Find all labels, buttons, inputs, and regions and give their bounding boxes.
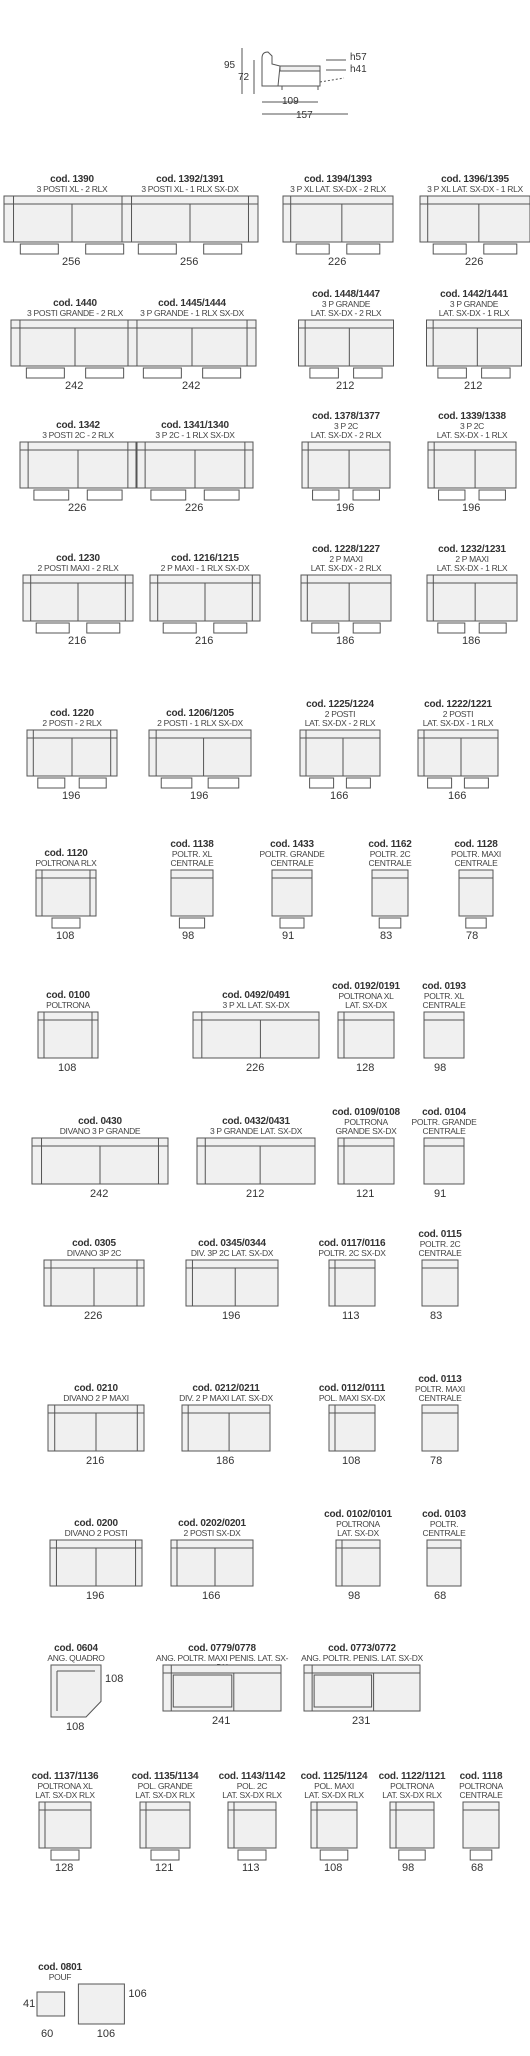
product-item — [12, 708, 132, 806]
product-description: 3 POSTI 2C - 2 RLX — [42, 430, 114, 440]
product-width: 212 — [246, 1188, 265, 1200]
product-description: POL. MAXI LAT. SX-DX RLX — [304, 1781, 364, 1800]
product-item — [127, 420, 263, 518]
product-code: cod. 0773/0772 — [328, 1643, 396, 1654]
product-width: 216 — [195, 635, 214, 647]
product-item — [384, 1107, 504, 1214]
product-item — [22, 1116, 178, 1214]
product-description: 3 POSTI XL - 1 RLX SX-DX — [141, 184, 239, 194]
product-code: cod. 0117/0116 — [318, 1238, 386, 1249]
product-code: cod. 1342 — [56, 420, 100, 431]
product-width: 226 — [68, 502, 87, 514]
product-width: 108 — [324, 1862, 343, 1874]
product-width: 242 — [65, 380, 84, 392]
product-description: POL. GRANDE LAT. SX-DX RLX — [135, 1781, 195, 1800]
product-item — [286, 544, 406, 651]
product-width: 113 — [242, 1862, 260, 1874]
product-description: DIVANO 2 P MAXI — [63, 1393, 129, 1403]
product-width: 68 — [471, 1862, 484, 1874]
product-item — [36, 1518, 156, 1616]
product-item — [139, 708, 261, 806]
product-item — [380, 1374, 500, 1481]
product-width: 128 — [356, 1062, 375, 1074]
product-code: cod. 1206/1205 — [166, 708, 234, 719]
product-code: cod. 1433 — [270, 839, 314, 850]
product-item — [112, 174, 268, 272]
product-width: 78 — [430, 1455, 443, 1467]
product-item — [286, 289, 406, 396]
product-description: 2 P MAXI LAT. SX-DX - 2 RLX — [310, 554, 382, 573]
product-width: 241 — [212, 1715, 231, 1727]
product-item — [410, 174, 530, 272]
product-description: POLTRONA GRANDE SX-DX — [335, 1117, 397, 1136]
product-width: 98 — [434, 1062, 447, 1074]
product-description: 2 P MAXI LAT. SX-DX - 1 RLX — [436, 554, 508, 573]
product-width: 196 — [222, 1310, 241, 1322]
product-item — [10, 420, 146, 518]
product-width: 216 — [86, 1455, 105, 1467]
product-width: 242 — [182, 380, 201, 392]
product-item — [8, 990, 128, 1088]
product-description: 2 POSTI - 2 RLX — [42, 718, 102, 728]
product-width: 196 — [336, 502, 355, 514]
product-code: cod. 1120 — [44, 848, 88, 859]
product-description: 3 P XL LAT. SX-DX - 2 RLX — [290, 184, 386, 194]
product-width: 108 — [66, 1721, 85, 1733]
product-item — [416, 839, 530, 946]
product-description: DIV. 3P 2C LAT. SX-DX — [190, 1248, 274, 1258]
product-width: 226 — [84, 1310, 103, 1322]
product-description: 2 POSTI LAT. SX-DX - 1 RLX — [422, 709, 494, 728]
product-code: cod. 1128 — [454, 839, 498, 850]
product-description: 2 P MAXI - 1 RLX SX-DX — [160, 563, 250, 573]
product-code: cod. 0604 — [54, 1643, 98, 1654]
product-description: POLTRONA XL LAT. SX-DX RLX — [35, 1781, 95, 1800]
product-width: 128 — [55, 1862, 74, 1874]
product-description: DIVANO 3 P GRANDE — [59, 1126, 141, 1136]
product-code: cod. 1216/1215 — [171, 553, 239, 564]
product-width: 83 — [430, 1310, 443, 1322]
product-code: cod. 1143/1142 — [218, 1771, 286, 1782]
product-plan-drawing — [0, 1962, 120, 2054]
product-width: 121 — [356, 1188, 375, 1200]
product-code: cod. 1220 — [50, 708, 94, 719]
product-width: 226 — [246, 1062, 265, 1074]
product-code: cod. 1448/1447 — [312, 289, 380, 300]
product-width: 186 — [336, 635, 355, 647]
product-item — [0, 1962, 147, 2054]
product-item — [153, 1643, 291, 1741]
product-width: 113 — [342, 1310, 360, 1322]
product-code: cod. 0100 — [46, 990, 90, 1001]
product-description: ANG. QUADRO — [47, 1653, 105, 1663]
product-code: cod. 1135/1134 — [131, 1771, 199, 1782]
product-width: 166 — [448, 790, 467, 802]
product-description: 3 P GRANDE LAT. SX-DX - 1 RLX — [438, 299, 510, 318]
product-code: cod. 1118 — [459, 1771, 503, 1782]
product-code: cod. 1341/1340 — [161, 420, 229, 431]
product-description: 3 POSTI XL - 2 RLX — [36, 184, 108, 194]
product-description: POLTRONA XL LAT. SX-DX — [338, 991, 394, 1010]
product-code: cod. 1225/1224 — [306, 699, 374, 710]
product-item — [118, 298, 266, 396]
product-code: cod. 0200 — [74, 1518, 118, 1529]
product-item — [273, 174, 403, 272]
product-description: 3 P GRANDE LAT. SX-DX — [209, 1126, 303, 1136]
product-description: ANG. POLTR. PENIS. LAT. SX-DX — [301, 1653, 423, 1663]
product-width: 108 — [56, 930, 75, 942]
product-width: 166 — [202, 1590, 221, 1602]
product-item — [6, 848, 126, 946]
product-item — [380, 1229, 500, 1336]
product-description: POLTRONA RLX — [35, 858, 97, 868]
product-code: cod. 1442/1441 — [440, 289, 508, 300]
product-code: cod. 0210 — [74, 1383, 118, 1394]
product-code: cod. 0801 — [38, 1962, 82, 1973]
product-code: cod. 1122/1121 — [378, 1771, 446, 1782]
product-description: 3 P GRANDE LAT. SX-DX - 2 RLX — [310, 299, 382, 318]
product-item — [16, 1643, 136, 1747]
product-code: cod. 1162 — [368, 839, 412, 850]
product-code: cod. 1339/1338 — [438, 411, 506, 422]
product-code: cod. 1232/1231 — [438, 544, 506, 555]
product-code: cod. 0113 — [418, 1374, 462, 1385]
product-code: cod. 1440 — [53, 298, 97, 309]
height-label: 95 — [224, 60, 236, 71]
product-depth: 41 — [23, 1998, 36, 2010]
product-code: cod. 1137/1136 — [31, 1771, 99, 1782]
product-code: cod. 0192/0191 — [332, 981, 400, 992]
product-width: 91 — [282, 930, 295, 942]
pouf-width: 106 — [96, 2028, 116, 2040]
product-code: cod. 0115 — [418, 1229, 462, 1240]
product-description: 3 P 2C LAT. SX-DX - 1 RLX — [436, 421, 508, 440]
product-description: POLTR. GRANDE CENTRALE — [259, 849, 325, 868]
product-code: cod. 0779/0778 — [188, 1643, 256, 1654]
product-description: 2 POSTI LAT. SX-DX - 2 RLX — [304, 709, 376, 728]
product-description: POLTR. XL CENTRALE — [170, 849, 214, 868]
product-description: POLTR. CENTRALE — [422, 1519, 466, 1538]
product-width: 60 — [41, 2028, 54, 2040]
product-item — [13, 553, 143, 651]
product-description: 3 POSTI GRANDE - 2 RLX — [27, 308, 123, 318]
product-width: 231 — [352, 1715, 371, 1727]
product-item — [166, 1383, 286, 1481]
product-description: 3 P 2C LAT. SX-DX - 2 RLX — [310, 421, 382, 440]
product-item — [36, 1383, 156, 1481]
product-code: cod. 0103 — [422, 1509, 466, 1520]
product-description: 2 POSTI - 1 RLX SX-DX — [157, 718, 243, 728]
product-width: 216 — [68, 635, 87, 647]
product-description: POLTRONA — [46, 1000, 90, 1010]
product-item — [384, 981, 504, 1088]
product-code: cod. 0430 — [78, 1116, 122, 1127]
product-width: 196 — [190, 790, 209, 802]
product-item — [294, 1643, 430, 1741]
product-description: POLTR. 2C SX-DX — [318, 1248, 386, 1258]
product-item — [187, 1116, 325, 1214]
product-description: POLTR. 2C CENTRALE — [368, 849, 412, 868]
product-code: cod. 0305 — [72, 1238, 116, 1249]
product-code: cod. 1138 — [170, 839, 214, 850]
product-code: cod. 1125/1124 — [300, 1771, 368, 1782]
product-width: 226 — [465, 256, 484, 268]
product-code: cod. 1222/1221 — [424, 699, 492, 710]
product-code: cod. 1378/1377 — [312, 411, 380, 422]
product-description: POLTRONA LAT. SX-DX RLX — [382, 1781, 442, 1800]
product-item — [414, 289, 530, 396]
seat-height-label: h57 — [350, 52, 367, 63]
product-description: POLTRONA LAT. SX-DX — [336, 1519, 380, 1538]
product-description: 3 P XL LAT. SX-DX - 1 RLX — [427, 184, 523, 194]
product-description: DIVANO 2 POSTI — [64, 1528, 128, 1538]
product-width: 91 — [434, 1188, 447, 1200]
product-code: cod. 0104 — [422, 1107, 466, 1118]
product-width: 196 — [462, 502, 481, 514]
product-description: DIVANO 3P 2C — [66, 1248, 122, 1258]
product-code: cod. 1396/1395 — [441, 174, 509, 185]
product-code: cod. 0432/0431 — [222, 1116, 290, 1127]
product-code: cod. 1390 — [50, 174, 94, 185]
product-width: 121 — [155, 1862, 174, 1874]
product-width: 186 — [216, 1455, 235, 1467]
product-width: 242 — [90, 1188, 109, 1200]
product-code: cod. 0193 — [422, 981, 466, 992]
product-code: cod. 0112/0111 — [318, 1383, 386, 1394]
depth-extended-label: 157 — [296, 110, 313, 121]
product-code: cod. 0492/0491 — [222, 990, 290, 1001]
product-code: cod. 0109/0108 — [332, 1107, 400, 1118]
product-width: 98 — [348, 1590, 361, 1602]
product-description: 2 POSTI SX-DX — [183, 1528, 241, 1538]
product-item — [280, 699, 400, 806]
product-width: 212 — [464, 380, 483, 392]
product-description: DIV. 2 P MAXI LAT. SX-DX — [179, 1393, 273, 1403]
product-code: cod. 0102/0101 — [324, 1509, 392, 1520]
seat-height2-label: h41 — [350, 64, 367, 75]
product-description: POLTR. MAXI CENTRALE — [451, 849, 501, 868]
product-item — [412, 411, 530, 518]
product-description: POL. 2C LAT. SX-DX RLX — [222, 1781, 282, 1800]
product-code: cod. 1392/1391 — [156, 174, 224, 185]
product-depth: 108 — [105, 1673, 124, 1685]
product-width: 83 — [380, 930, 393, 942]
product-code: cod. 1394/1393 — [304, 174, 372, 185]
product-item — [384, 1509, 504, 1616]
product-item — [412, 544, 530, 651]
product-width: 212 — [336, 380, 355, 392]
product-width: 98 — [402, 1862, 415, 1874]
product-description: 3 P 2C - 1 RLX SX-DX — [155, 430, 235, 440]
product-width: 186 — [462, 635, 481, 647]
product-item — [421, 1771, 530, 1878]
product-description: ANG. POLTR. MAXI PENIS. LAT. SX- — [155, 1653, 289, 1663]
product-width: 108 — [58, 1062, 77, 1074]
product-description: POLTR. 2C CENTRALE — [418, 1239, 462, 1258]
product-width: 98 — [182, 930, 195, 942]
product-description: 3 P GRANDE - 1 RLX SX-DX — [140, 308, 244, 318]
product-code: cod. 0202/0201 — [178, 1518, 246, 1529]
product-description: 3 P XL LAT. SX-DX — [222, 1000, 290, 1010]
product-item — [34, 1238, 154, 1336]
product-width: 166 — [330, 790, 349, 802]
product-width: 256 — [62, 256, 81, 268]
product-description: POUF — [48, 1972, 72, 1982]
depth-label: 109 — [282, 96, 299, 107]
pouf-depth: 106 — [128, 1988, 147, 2000]
product-width: 226 — [185, 502, 204, 514]
product-code: cod. 0212/0211 — [192, 1383, 260, 1394]
product-item — [140, 553, 270, 651]
profile-diagram — [220, 44, 390, 124]
product-code: cod. 1228/1227 — [312, 544, 380, 555]
product-item — [172, 1238, 292, 1336]
product-width: 68 — [434, 1590, 447, 1602]
product-code: cod. 1445/1444 — [158, 298, 226, 309]
product-description: 2 POSTI MAXI - 2 RLX — [37, 563, 119, 573]
product-item — [398, 699, 518, 806]
product-description: POLTR. MAXI CENTRALE — [415, 1384, 465, 1403]
product-description: POLTR. GRANDE CENTRALE — [411, 1117, 477, 1136]
product-item — [152, 1518, 272, 1616]
product-code: cod. 0345/0344 — [198, 1238, 266, 1249]
product-width: 196 — [86, 1590, 105, 1602]
product-description: POL. MAXI SX-DX — [318, 1393, 386, 1403]
product-description: POLTR. XL CENTRALE — [422, 991, 466, 1010]
product-description: POLTRONA CENTRALE — [459, 1781, 503, 1800]
product-item — [286, 411, 406, 518]
product-width: 108 — [342, 1455, 361, 1467]
product-width: 196 — [62, 790, 81, 802]
product-width: 226 — [328, 256, 347, 268]
product-code: cod. 1230 — [56, 553, 100, 564]
arm-height-label: 72 — [238, 72, 250, 83]
product-width: 256 — [180, 256, 199, 268]
product-width: 78 — [466, 930, 479, 942]
